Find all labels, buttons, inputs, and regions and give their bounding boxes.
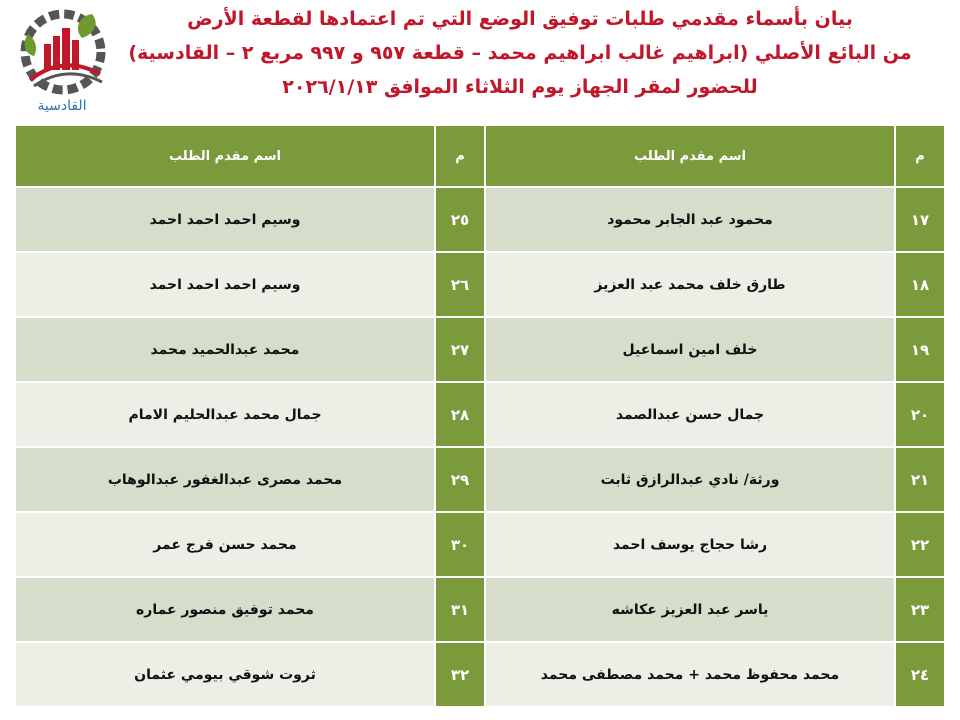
row-number: ٢١ — [895, 447, 945, 512]
applicant-name: جمال محمد عبدالحليم الامام — [15, 382, 435, 447]
applicant-name: محمد محفوظ محمد + محمد مصطفى محمد — [485, 642, 895, 707]
row-number: ١٧ — [895, 187, 945, 252]
logo-caption: القادسية — [37, 98, 87, 114]
applicant-name: ورثة/ نادي عبدالرازق ثابت — [485, 447, 895, 512]
table-row — [15, 252, 945, 317]
header-seller: من البائع الأصلي (ابراهيم غالب ابراهيم محمد – قطعة ٩٥٧ و ٩٩٧ مربع ٢ – القادسية) — [128, 42, 912, 64]
applicant-name: ثروت شوقي بيومي عثمان — [15, 642, 435, 707]
row-number: ٢٥ — [435, 187, 485, 252]
applicant-name: محمد مصرى عبدالغفور عبدالوهاب — [15, 447, 435, 512]
applicant-name: محمد حسن فرج عمر — [15, 512, 435, 577]
row-number: ١٩ — [895, 317, 945, 382]
applicant-name: طارق خلف محمد عبد العزيز — [485, 252, 895, 317]
table-row — [15, 642, 945, 707]
row-number: ٣٠ — [435, 512, 485, 577]
row-number: ٢٣ — [895, 577, 945, 642]
row-number: ٢٨ — [435, 382, 485, 447]
applicant-name: وسيم احمد احمد احمد — [15, 252, 435, 317]
applicant-name: خلف امين اسماعيل — [485, 317, 895, 382]
city-logo-emblem — [8, 4, 112, 104]
document-header — [120, 6, 920, 108]
applicant-name: وسيم احمد احمد احمد — [15, 187, 435, 252]
applicant-name: ياسر عبد العزيز عكاشه — [485, 577, 895, 642]
applicants-table — [14, 124, 946, 708]
row-number: ٢٧ — [435, 317, 485, 382]
column-header-applicant-name: اسم مقدم الطلب — [15, 125, 435, 187]
table-row — [15, 187, 945, 252]
applicant-name: رشا حجاج يوسف احمد — [485, 512, 895, 577]
applicant-name: محمد توفيق منصور عماره — [15, 577, 435, 642]
column-header-applicant-name: اسم مقدم الطلب — [485, 125, 895, 187]
header-attendance-date: للحضور لمقر الجهاز يوم الثلاثاء الموافق ٢٠٢٦/١/١٣ — [282, 76, 758, 98]
column-header-number: م — [435, 125, 485, 187]
table-row — [15, 382, 945, 447]
row-number: ٢٦ — [435, 252, 485, 317]
column-header-number: م — [895, 125, 945, 187]
applicant-name: جمال حسن عبدالصمد — [485, 382, 895, 447]
header-title: بيان بأسماء مقدمي طلبات توفيق الوضع التي تم اعتمادها لقطعة الأرض — [187, 8, 853, 30]
row-number: ٢٤ — [895, 642, 945, 707]
applicant-name: محمد عبدالحميد محمد — [15, 317, 435, 382]
table-row — [15, 317, 945, 382]
row-number: ٢٩ — [435, 447, 485, 512]
row-number: ١٨ — [895, 252, 945, 317]
table-row — [15, 447, 945, 512]
table-row — [15, 577, 945, 642]
row-number: ٣١ — [435, 577, 485, 642]
table-row — [15, 512, 945, 577]
row-number: ٢٠ — [895, 382, 945, 447]
row-number: ٣٢ — [435, 642, 485, 707]
applicant-name: محمود عبد الجابر محمود — [485, 187, 895, 252]
row-number: ٢٢ — [895, 512, 945, 577]
table-header-row — [15, 125, 945, 187]
